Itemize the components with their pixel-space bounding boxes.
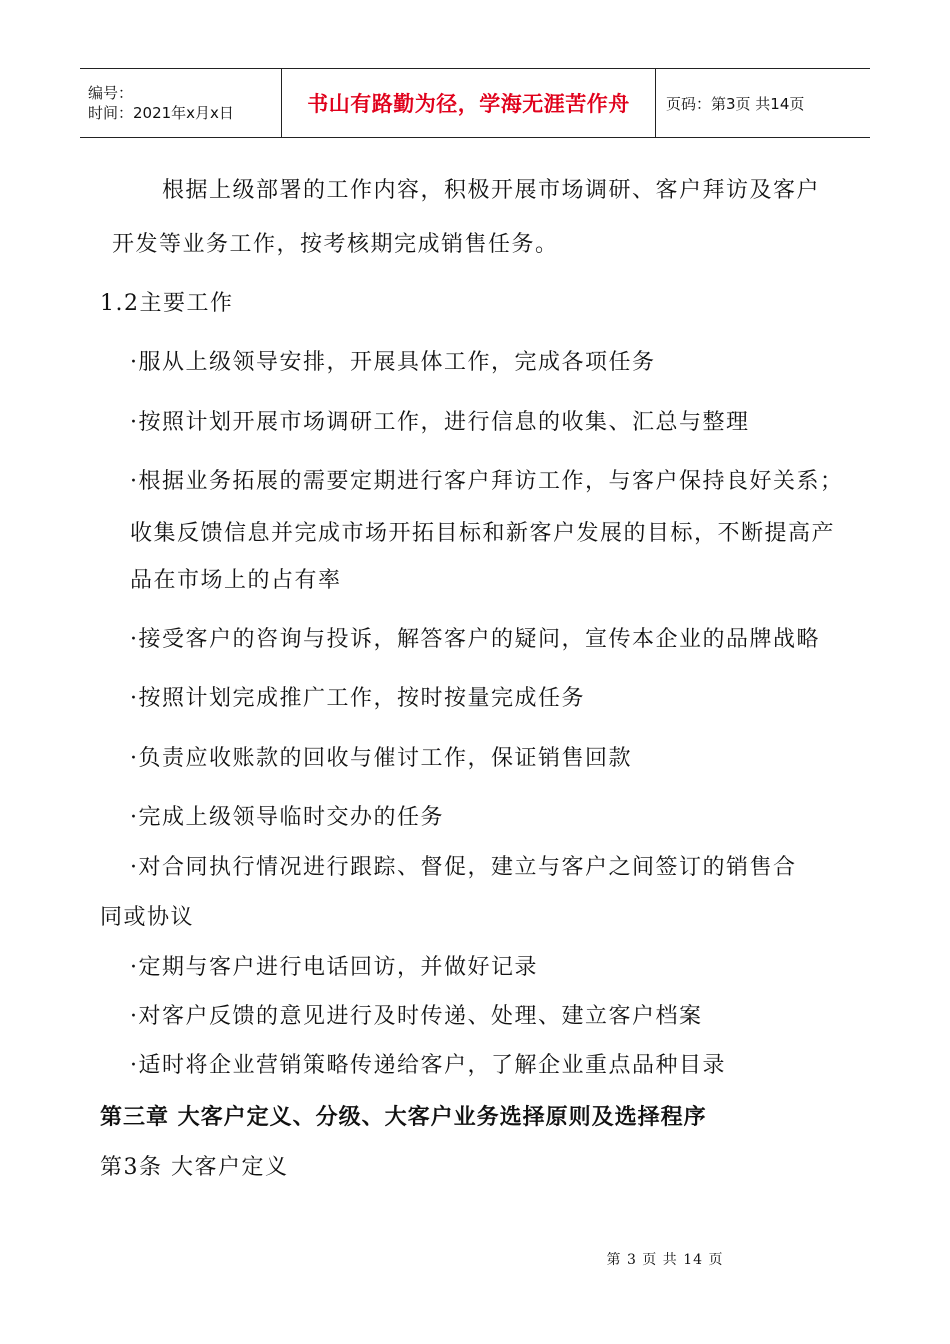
page-header (80, 68, 870, 138)
article-heading: 第3条 大客户定义 (100, 1155, 289, 1180)
bullet-item: ·按照计划完成推广工作，按时按量完成任务 (130, 686, 585, 711)
bullet-item: ·按照计划开展市场调研工作，进行信息的收集、汇总与整理 (130, 410, 750, 435)
bullet-item: ·负责应收账款的回收与催讨工作，保证销售回款 (130, 746, 632, 771)
header-page-cell (656, 69, 870, 137)
bullet-item: ·定期与客户进行电话回访，并做好记录 (130, 955, 538, 980)
bullet-item: ·对合同执行情况进行跟踪、督促，建立与客户之间签订的销售合 (130, 855, 797, 880)
header-motto-cell (282, 69, 656, 137)
document-number-label: 编号： (88, 84, 134, 102)
bullet-item-continuation: 收集反馈信息并完成市场开拓目标和新客户发展的目标，不断提高产 (130, 521, 836, 546)
document-date-label: 时间：2021年x月x日 (88, 104, 234, 122)
chapter-heading: 第三章 大客户定义、分级、大客户业务选择原则及选择程序 (100, 1105, 707, 1130)
header-motto: 书山有路勤为径，学海无涯苦作舟 (307, 92, 630, 116)
bullet-item: ·服从上级领导安排，开展具体工作，完成各项任务 (130, 350, 656, 375)
page-footer (0, 1249, 950, 1269)
section-heading: 1.2主要工作 (100, 291, 234, 316)
header-page-info: 页码：第3页 共14页 (666, 94, 805, 113)
bullet-item: ·完成上级领导临时交办的任务 (130, 805, 444, 830)
bullet-item: ·接受客户的咨询与投诉，解答客户的疑问，宣传本企业的品牌战略 (130, 627, 820, 652)
bullet-item-continuation: 同或协议 (100, 905, 195, 930)
bullet-item: ·适时将企业营销策略传递给客户，了解企业重点品种目录 (130, 1053, 726, 1078)
bullet-item: ·对客户反馈的意见进行及时传递、处理、建立客户档案 (130, 1004, 703, 1029)
paragraph-line: 根据上级部署的工作内容，积极开展市场调研、客户拜访及客户 (162, 178, 821, 203)
bullet-item-continuation: 品在市场上的占有率 (130, 568, 342, 593)
footer-page-number: 第 3 页 共 14 页 (606, 1252, 724, 1268)
paragraph-line: 开发等业务工作，按考核期完成销售任务。 (112, 232, 559, 257)
header-meta (80, 69, 282, 137)
bullet-item: ·根据业务拓展的需要定期进行客户拜访工作，与客户保持良好关系； (130, 469, 844, 494)
